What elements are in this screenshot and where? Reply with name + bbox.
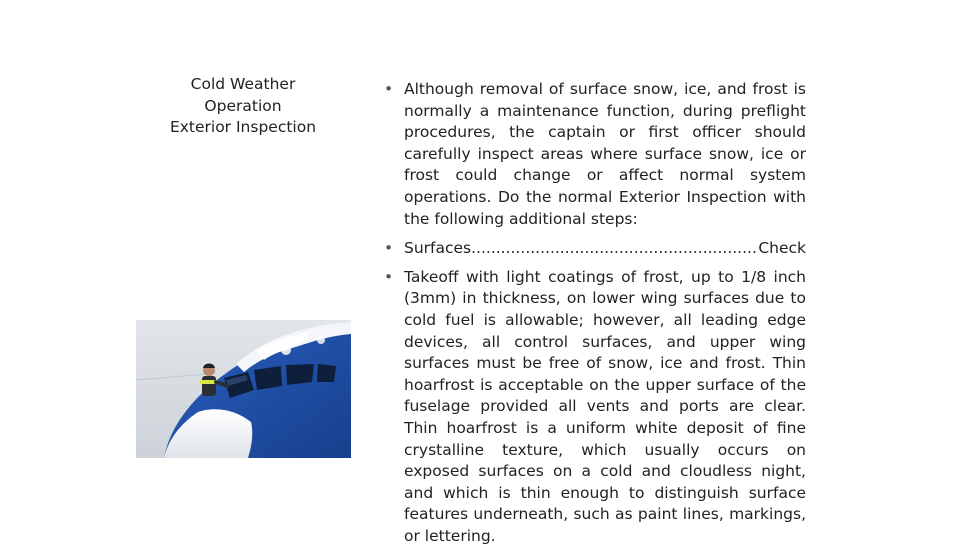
bullet-text: Takeoff with light coatings of frost, up to 1/8 inch (3mm) in thickness, on lower wing surfaces due to cold fuel is allowable; however, all leading edge devices, all control surfaces, and upper wing surfaces must be free of snow, ice and frost. Thin hoarfrost is acceptable on the upper surface of the fuselage provided all vents and ports are clear. Thin hoarfrost is a uniform white deposit of fine crystalline texture, which usually occurs on exposed surfaces on a cold and cloudless night, and which is thin enough to distinguish surface features underneath, such as paint lines, markings, or lettering. (404, 267, 806, 545)
bullet-list (384, 79, 806, 555)
bullet-glyph: • (384, 239, 394, 258)
bullet-glyph: • (384, 267, 394, 286)
checklist-action: Check (758, 239, 806, 258)
bullet-text: Although removal of surface snow, ice, and frost is normally a maintenance function, during preflight procedures, the captain or first officer should carefully inspect areas where surface snow, ice or frost could change or affect normal system operations. Do the normal Exterior Inspection with the following additional steps: (404, 80, 806, 228)
title-line-1: Cold Weather (190, 75, 296, 93)
title-line-2: Operation (204, 96, 282, 115)
checklist-line (404, 238, 806, 260)
bullet-item-takeoff-frost (384, 267, 806, 548)
bullet-item-surfaces-check (384, 238, 806, 260)
bullet-glyph: • (384, 80, 394, 98)
checklist-item: Surfaces (404, 239, 472, 258)
slide-title (160, 74, 326, 139)
aircraft-nose-snow-photo (136, 320, 351, 458)
title-line-3: Exterior Inspection (169, 118, 317, 136)
bullet-item-intro (384, 79, 806, 230)
leader-dots (471, 238, 758, 260)
